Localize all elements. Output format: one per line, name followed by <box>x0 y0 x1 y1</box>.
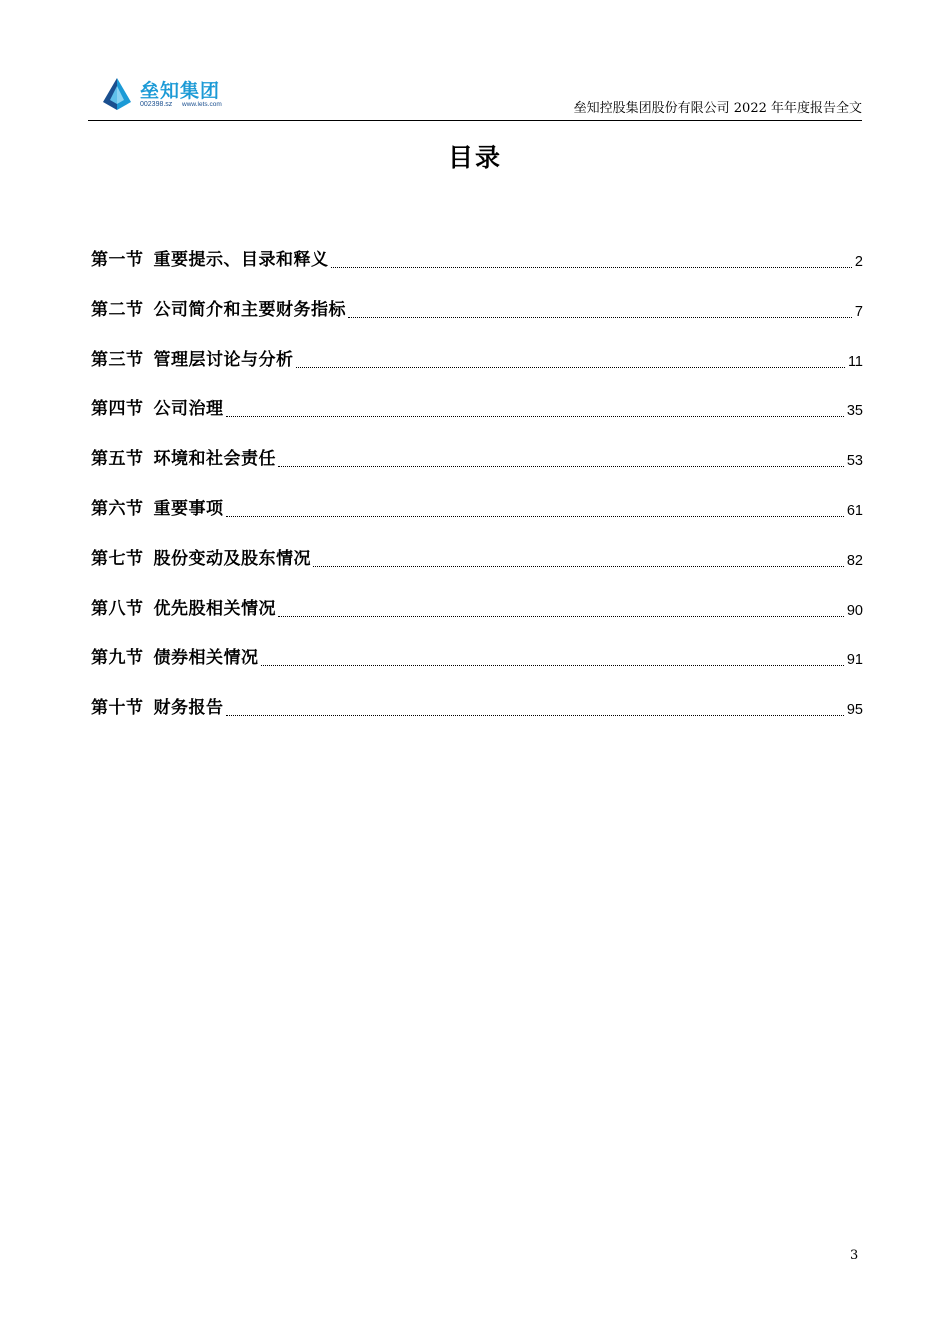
page-header <box>88 70 862 121</box>
toc-section-number: 第五节 <box>91 449 144 470</box>
toc-page-number: 61 <box>846 502 863 519</box>
table-of-contents <box>91 248 863 746</box>
toc-section-name: 重要提示、目录和释义 <box>153 250 329 270</box>
toc-dot-leader <box>226 397 844 417</box>
header-document-title: 垒知控股集团股份有限公司 2022 年年度报告全文 <box>573 101 862 116</box>
toc-page-number: 35 <box>846 403 863 420</box>
toc-section-number: 第六节 <box>91 498 144 519</box>
toc-section-number: 第九节 <box>91 648 144 669</box>
toc-dot-leader <box>226 497 844 517</box>
toc-page-number: 11 <box>847 353 863 370</box>
toc-dot-leader <box>348 298 852 318</box>
toc-entry[interactable] <box>91 447 863 497</box>
page-number: 3 <box>850 1248 859 1263</box>
toc-page-number: 90 <box>846 602 863 619</box>
toc-page-number: 7 <box>854 303 863 320</box>
toc-section-name: 公司治理 <box>153 399 224 420</box>
toc-entry[interactable] <box>91 547 863 597</box>
toc-entry[interactable] <box>91 298 863 348</box>
toc-dot-leader <box>313 547 844 567</box>
toc-section-name: 债券相关情况 <box>153 648 259 669</box>
toc-section-name: 重要事项 <box>153 498 224 519</box>
toc-entry[interactable] <box>91 397 863 447</box>
toc-entry[interactable] <box>91 248 863 298</box>
toc-dot-leader <box>261 646 844 666</box>
toc-section-number: 第七节 <box>91 548 144 569</box>
company-logo <box>100 74 230 114</box>
logo-mark-icon <box>100 76 134 112</box>
toc-section-name: 管理层讨论与分析 <box>153 349 294 370</box>
toc-section-number: 第十节 <box>91 698 144 719</box>
toc-dot-leader <box>278 597 844 617</box>
toc-dot-leader <box>226 696 844 716</box>
logo-name: 垒知集团 <box>140 80 221 102</box>
toc-entry[interactable] <box>91 597 863 647</box>
toc-page-number: 95 <box>846 702 863 719</box>
toc-section-name: 环境和社会责任 <box>153 449 276 470</box>
toc-section-number: 第三节 <box>91 349 144 370</box>
toc-entry[interactable] <box>91 497 863 547</box>
toc-section-name: 优先股相关情况 <box>153 598 276 619</box>
toc-page-number: 91 <box>846 652 863 669</box>
page-title: 目录 <box>447 143 502 172</box>
toc-page-number: 2 <box>854 254 863 270</box>
toc-section-name: 财务报告 <box>153 698 224 719</box>
toc-dot-leader <box>331 248 852 268</box>
toc-section-name: 股份变动及股东情况 <box>153 548 311 569</box>
toc-entry[interactable] <box>91 646 863 696</box>
toc-page-number: 82 <box>846 552 863 569</box>
toc-section-number: 第二节 <box>91 299 144 320</box>
logo-stock-code: 002398.sz <box>140 101 173 108</box>
toc-page-number: 53 <box>846 453 863 470</box>
logo-url: www.lets.com <box>182 101 222 108</box>
toc-section-number: 第一节 <box>91 250 144 270</box>
toc-entry[interactable] <box>91 348 863 398</box>
toc-dot-leader <box>278 447 844 467</box>
toc-entry[interactable] <box>91 696 863 746</box>
toc-section-number: 第八节 <box>91 598 144 619</box>
toc-section-number: 第四节 <box>91 399 144 420</box>
toc-dot-leader <box>296 348 845 368</box>
toc-section-name: 公司简介和主要财务指标 <box>153 299 346 320</box>
